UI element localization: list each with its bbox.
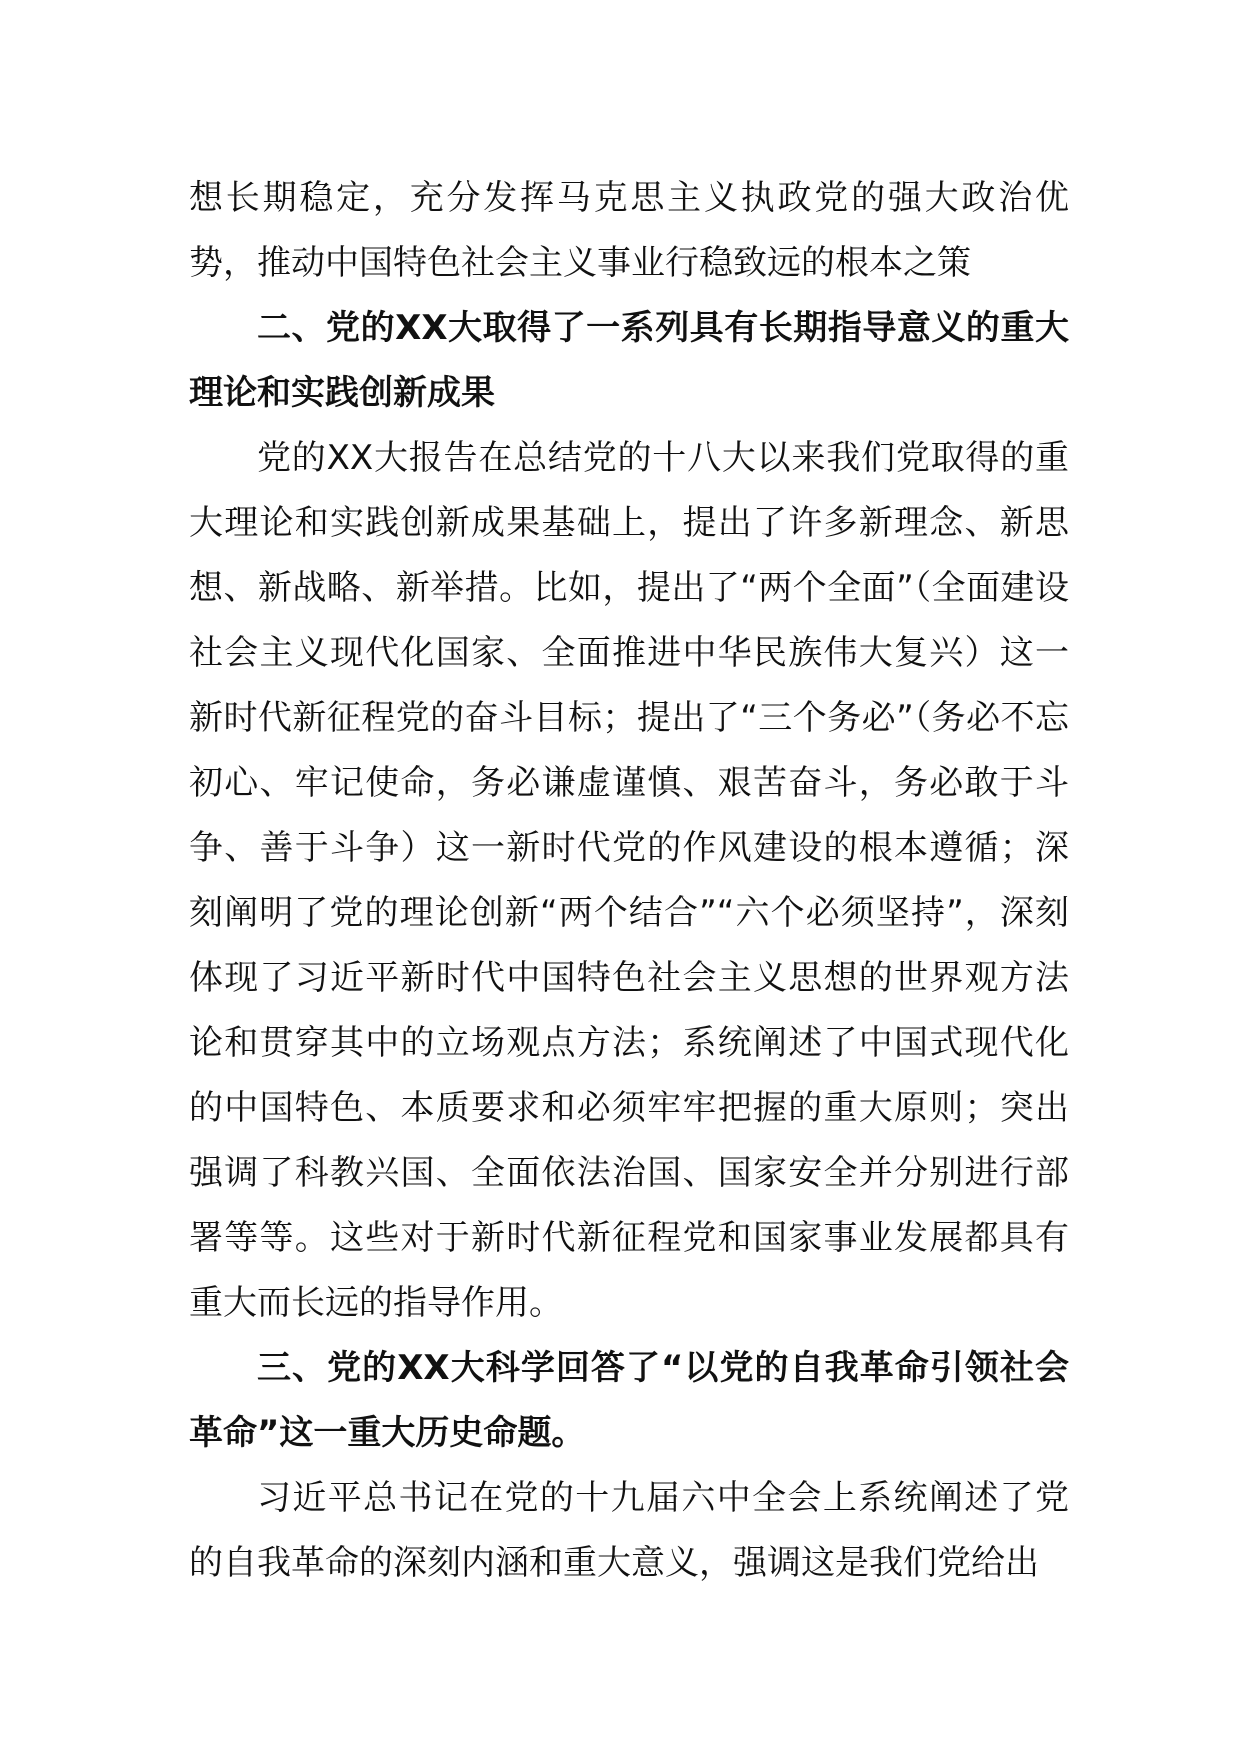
document-page — [189, 166, 1069, 1596]
section-heading-3: 三、党的XX大科学回答了“以党的自我革命引领社会革命”这一重大历史命题。 — [189, 1348, 1069, 1453]
body-paragraph-2: 党的XX大报告在总结党的十八大以来我们党取得的重大理论和实践创新成果基础上，提出了许多新理念、新思想、新战略、新举措。比如，提出了“两个全面”（全面建设社会主义现代化国家、全面推进中华民族伟大复兴）这一新时代新征程党的奋斗目标；提出了“三个务必”（务必不忘初心、牢记使命，务必谦虚谨慎、艰苦奋斗，务必敢于斗争、善于斗争）这一新时代党的作风建设的根本遵循；深刻阐明了党的理论创新“两个结合”“六个必须坚持”，深刻体现了习近平新时代中国特色社会主义思想的世界观方法论和贯穿其中的立场观点方法；系统阐述了中国式现代化的中国特色、本质要求和必须牢牢把握的重大原则；突出强调了科教兴国、全面依法治国、国家安全并分别进行部署等等。这些对于新时代新征程党和国家事业发展都具有重大而长远的指导作用。 — [189, 438, 1069, 1323]
section-heading-2: 二、党的XX大取得了一系列具有长期指导意义的重大理论和实践创新成果 — [189, 308, 1069, 413]
continued-paragraph: 想长期稳定，充分发挥马克思主义执政党的强大政治优势，推动中国特色社会主义事业行稳致远的根本之策 — [189, 178, 1069, 283]
body-paragraph-3: 习近平总书记在党的十九届六中全会上系统阐述了党的自我革命的深刻内涵和重大意义，强调这是我们党给出 — [189, 1478, 1069, 1583]
